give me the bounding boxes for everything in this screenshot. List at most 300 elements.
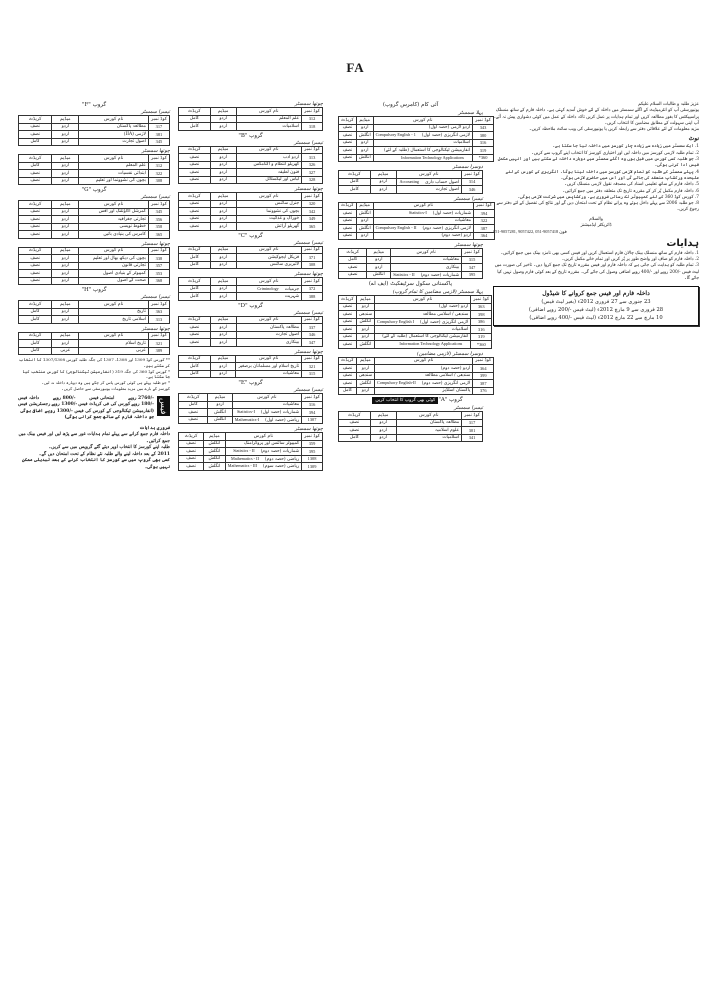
course-code: 346: [302, 331, 323, 339]
schedule-line: 10 مارچ سے 22 مارچ 2012ء (لیٹ فیس -/400 روپے اضافی): [529, 315, 663, 322]
table-header-row: [19, 201, 170, 209]
course-credits: نصف: [19, 231, 52, 239]
course-code: 321: [302, 363, 323, 371]
course-name-urdu: گھریلو انتظام و اکنامکس: [253, 162, 300, 168]
course-credits: کامل: [179, 370, 211, 378]
column-header-code: کوڈ نمبر: [302, 108, 323, 116]
table-header-row: [339, 357, 494, 365]
course-medium: اردو: [210, 115, 236, 123]
course-code: 365: [148, 231, 169, 239]
course-name-urdu: اردو (حصہ دوم): [440, 365, 471, 371]
course-credits: کامل: [179, 123, 211, 131]
course-name: [236, 115, 302, 123]
table-row: [179, 331, 323, 339]
course-table: [338, 248, 483, 279]
fee-value: -/800 روپے: [52, 395, 76, 401]
column-header-medium: میڈیم: [210, 246, 236, 254]
table-row: [339, 372, 494, 380]
course-table: [178, 107, 323, 131]
semester-label: چوتھا سمسٹر: [294, 271, 323, 277]
table-header-row: [339, 202, 495, 210]
course-name-english: Statistics - II: [233, 448, 255, 454]
course-name: [375, 387, 473, 395]
course-medium: اردو: [210, 261, 236, 269]
course-credits: نصف: [19, 277, 52, 285]
course-code: 371: [302, 254, 323, 262]
course-name-urdu: تجارتی قانون: [121, 263, 146, 269]
note-item: 4. پہلے سمسٹر کے طلبہ کو تمام لازمی کورسز میں داخلہ لینا ہوگا۔ انگریزی کے کورس کے لئے علیحدہ ورکشاپ منعقد کی جائے گی اور اس میں حاضری لازمی ہوگی۔: [505, 169, 699, 181]
course-name-urdu: معاشیات: [454, 218, 472, 224]
course-credits: نصف: [179, 324, 211, 332]
table-row: [179, 339, 323, 347]
table-row: [19, 170, 170, 178]
table-row: [339, 326, 492, 334]
course-name-english: Accounting: [399, 178, 420, 184]
column-header-subject: نام کورس: [232, 394, 301, 402]
course-code: 359: [302, 440, 323, 448]
course-table: [178, 146, 323, 185]
column-header-credits: کریڈٹ: [179, 278, 211, 286]
table-row: [179, 223, 323, 231]
column-header-medium: میڈیم: [367, 249, 391, 257]
course-table: [178, 277, 323, 301]
course-code: 342: [302, 208, 323, 216]
course-name: [373, 139, 472, 147]
course-medium: اردو: [210, 200, 236, 208]
course-name: [79, 177, 148, 185]
column-header-subject: نام کورس: [79, 301, 148, 309]
course-name-urdu: لازمی انگریزی (حصہ اول): [421, 133, 471, 139]
column-header-code: کوڈ نمبر: [474, 202, 495, 210]
course-code: 319: [471, 333, 492, 341]
signature-salutation: والسلام: [589, 216, 603, 222]
column-header-medium: میڈیم: [204, 433, 226, 441]
group-label: گروپ "F": [81, 102, 107, 108]
course-name-urdu: اصول تجارت: [275, 332, 300, 338]
course-medium: اردو: [210, 161, 236, 169]
admission-schedule-box: [493, 286, 699, 326]
course-credits: نصف: [339, 232, 357, 240]
semester-label: چوتھا سمسٹر: [294, 186, 323, 192]
course-code: 312: [148, 162, 169, 170]
course-name: [396, 427, 462, 435]
course-name-urdu: صحت کے اصول: [117, 278, 146, 284]
course-name: [373, 154, 472, 162]
semester-label: تیسرا سمسٹر: [294, 239, 323, 246]
course-name: [225, 440, 301, 448]
course-medium: اردو: [52, 177, 79, 185]
semester-label: تیسرا سمسٹر: [141, 109, 170, 115]
course-code: 395: [462, 271, 483, 279]
course-code: 387: [474, 225, 495, 233]
course-name: [79, 340, 148, 348]
column-header-medium: میڈیم: [210, 108, 236, 116]
course-code: 358: [148, 223, 169, 231]
course-credits: نصف: [339, 264, 367, 272]
course-name-urdu: لازمی انگریزی (حصہ دوم): [421, 381, 471, 387]
course-name: [375, 365, 473, 373]
course-name: [79, 255, 148, 263]
semester-label: پہلا سمسٹر: [458, 110, 483, 116]
course-name-urdu: خوراک و غذائیت: [269, 216, 300, 222]
course-name: [373, 210, 473, 218]
course-name: [375, 333, 471, 341]
semester-label: چوتھا سمسٹر: [294, 426, 323, 432]
column-header-code: کوڈ نمبر: [302, 146, 323, 154]
instruction-item: داخلہ فارم جمع کرانے سے پہلے تمام ہدایات غور سے پڑھ لیں اور فیس بینک میں جمع کرائیں۔: [18, 432, 170, 444]
course-medium: اردو: [210, 123, 236, 131]
course-medium: اردو: [52, 170, 79, 178]
course-credits: نصف: [339, 210, 357, 218]
column-header-medium: میڈیم: [210, 193, 236, 201]
course-code: 386: [471, 318, 492, 326]
course-table: [18, 200, 170, 239]
course-medium: اردو: [210, 339, 236, 347]
course-code: 315: [462, 256, 483, 264]
course-credits: کامل: [179, 285, 211, 293]
course-medium: اردو: [356, 333, 374, 341]
course-name-urdu: اردو لازمی (حصہ اول): [428, 125, 471, 131]
course-table: [338, 357, 494, 396]
course-code: 398: [471, 311, 492, 319]
group-label: گروپ "B": [238, 132, 263, 139]
course-name: [375, 341, 471, 349]
course-name: [396, 178, 462, 186]
column-header-medium: میڈیم: [210, 278, 236, 286]
note-item: 8. جو طلبہ 2006 سے پہلے داخل ہوئے وہ پرانے نظام کے تحت امتحان دیں گے اور نتائج کی تفصیل کے لئے دفتر سے رجوع کریں۔: [496, 201, 699, 213]
column-header-subject: نام کورس: [79, 201, 148, 209]
course-code: 347: [462, 264, 483, 272]
course-name: [375, 303, 471, 311]
course-credits: نصف: [339, 419, 371, 427]
course-credits: کامل: [19, 347, 52, 355]
semester-label: تیسرا سمسٹر: [294, 139, 323, 146]
course-credits: نصف: [179, 223, 211, 231]
column-header-subject: نام کورس: [79, 116, 148, 124]
course-name-urdu: شماریات (حصہ اول): [432, 211, 472, 217]
table-row: [339, 210, 495, 218]
table-header-row: [179, 433, 323, 441]
course-name-english: Compulsory English - II: [375, 225, 417, 231]
course-code: 328: [302, 176, 323, 184]
course-code: 376: [473, 387, 494, 395]
semester-label: تیسرا سمسٹر: [141, 294, 170, 300]
course-name-urdu: معاشیات: [282, 402, 300, 408]
course-medium: اردو: [210, 223, 236, 231]
course-name-urdu: بینکاری: [445, 264, 460, 270]
course-name: [236, 331, 302, 339]
footnote: * کورس کوڈ 360 کی جگہ 319 (انفارمیشن ٹیکنالوجی) کا کورس منتخب کیا جا سکتا ہے۔: [22, 368, 170, 380]
course-name: [236, 169, 302, 177]
course-credits: نصف: [339, 303, 357, 311]
course-name-urdu: انفارمیشن ٹیکنالوجی کا استعمال (طلبہ کے لئے): [384, 147, 471, 153]
course-credits: نصف: [179, 215, 211, 223]
instruction-item: 2011 کے بعد داخلہ لینے والے طلبہ نئے نظام کے تحت امتحان دیں گے۔: [38, 451, 170, 457]
course-name: [236, 285, 302, 293]
column-header-code: کوڈ نمبر: [148, 332, 169, 340]
course-credits: نصف: [179, 463, 204, 471]
course-code: 353: [148, 270, 169, 278]
course-medium: اردو: [52, 262, 79, 270]
table-row: [339, 387, 494, 395]
course-code: 317: [462, 419, 483, 427]
course-credits: نصف: [339, 365, 357, 373]
course-credits: کامل: [19, 316, 52, 324]
table-row: [179, 324, 323, 332]
group-label: گروپ "G": [81, 187, 107, 193]
table-row: [179, 261, 323, 269]
table-header-row: [179, 394, 323, 402]
course-table: [18, 115, 170, 146]
table-header-row: [19, 301, 170, 309]
course-table: [178, 192, 323, 231]
table-row: [339, 333, 492, 341]
course-name: [225, 448, 301, 456]
column-header-subject: نام کورس: [375, 296, 471, 304]
course-name-english: Statistics-I: [236, 409, 255, 415]
column-header-subject: نام کورس: [391, 249, 462, 257]
table-row: [339, 132, 494, 140]
course-medium: اردو: [356, 217, 373, 225]
column-header-subject: نام کورس: [236, 278, 302, 286]
course-name: [375, 380, 473, 388]
course-medium: اردو: [367, 256, 391, 264]
course-name: [79, 347, 148, 355]
course-name-urdu: تاریخ اسلام اور مسلمانان برصغیر: [238, 363, 300, 369]
semester-label: چوتھا سمسٹر: [141, 148, 170, 154]
table-row: [179, 200, 323, 208]
course-name: [79, 131, 148, 139]
table-row: [339, 311, 492, 319]
course-name-urdu: انفارمیشن ٹیکنالوجی کا استعمال (طلبہ کے لئے): [382, 334, 469, 340]
table-row: [19, 340, 170, 348]
footnote: کورسز کے بارے میں مزید معلومات یونیورسٹی سے حاصل کریں۔: [61, 385, 170, 391]
course-table: [338, 170, 483, 194]
course-credits: نصف: [19, 223, 52, 231]
column-header-credits: کریڈٹ: [339, 296, 357, 304]
course-credits: کامل: [339, 387, 357, 395]
course-medium: انگلش: [356, 154, 373, 162]
column-header-code: کوڈ نمبر: [302, 278, 323, 286]
course-medium: انگلش: [356, 318, 374, 326]
intro-paragraph-1: یونیورسٹی آپ کو انٹرمیڈیٹ کے اگلے سمسٹر میں داخلہ کے لئے خوش آمدید کہتی ہے۔ داخلہ فارم کے ساتھ منسلک پراسپیکٹس کا بغور مطالعہ کریں اور تمام ہدایات پر عمل کریں تاکہ داخلہ کے عمل میں کوئی دشواری پیش نہ آئے۔ آپ اپنی سہولت کے مطابق مضامین کا انتخاب کریں۔: [493, 108, 699, 126]
table-row: [179, 115, 323, 123]
course-credits: نصف: [179, 331, 211, 339]
course-medium: عربی: [52, 347, 79, 355]
column-header-medium: میڈیم: [356, 117, 373, 125]
course-credits: نصف: [179, 169, 211, 177]
course-name-urdu: ابتدائی نفسیات: [118, 170, 146, 176]
table-row: [339, 225, 495, 233]
course-name-urdu: سندھی / اسلامی مطالعہ: [424, 373, 471, 379]
course-name-urdu: لازمی (IIA): [123, 131, 146, 137]
course-credits: کامل: [19, 308, 52, 316]
course-medium: اردو: [52, 255, 79, 263]
course-name: [236, 161, 302, 169]
course-name-urdu: اردو (حصہ دوم): [441, 233, 472, 239]
fee-label: داخلہ فیس: [18, 395, 39, 401]
column-header-medium: میڈیم: [52, 247, 79, 255]
table-row: [19, 123, 170, 131]
course-name: [225, 463, 301, 471]
table-row: [19, 177, 170, 185]
course-medium: اردو: [52, 231, 79, 239]
fee-label2: امتحانی فیس: [89, 395, 115, 401]
course-medium: انگلش: [356, 380, 374, 388]
course-name: [373, 232, 473, 240]
course-credits: نصف: [179, 440, 204, 448]
course-medium: اردو: [367, 264, 391, 272]
column-header-subject: نام کورس: [236, 146, 302, 154]
course-credits: نصف: [179, 176, 211, 184]
course-credits: نصف: [19, 262, 52, 270]
column-header-medium: میڈیم: [52, 116, 79, 124]
course-medium: انگلش: [208, 416, 232, 424]
column-header-credits: کریڈٹ: [179, 108, 211, 116]
table-row: [179, 370, 323, 378]
course-credits: کامل: [339, 186, 371, 194]
course-credits: نصف: [179, 416, 208, 424]
course-name: [236, 254, 302, 262]
table-row: [339, 271, 483, 279]
column-header-code: کوڈ نمبر: [471, 296, 492, 304]
column-header-credits: کریڈٹ: [179, 316, 211, 324]
course-name-urdu: کمرشل اکاؤنٹنگ اور آفس: [98, 209, 146, 215]
table-header-row: [19, 155, 170, 163]
course-medium: اردو: [356, 387, 374, 395]
column-header-subject: نام کورس: [236, 355, 302, 363]
course-name: [79, 231, 148, 239]
fee-value2: -/180 روپے: [131, 402, 154, 408]
column-header-code: کوڈ نمبر: [302, 355, 323, 363]
schedule-line: 23 جنوری سے 27 فروری 2012ء (بغیر لیٹ فیس): [541, 299, 651, 306]
course-name-english: Compulsory English I: [377, 318, 415, 324]
table-row: [19, 255, 170, 263]
course-medium: اردو: [370, 178, 396, 186]
course-table: [18, 247, 170, 286]
column-header-medium: میڈیم: [370, 171, 396, 179]
course-medium: اردو: [52, 340, 79, 348]
note-item: 2. تمام طلبہ لازمی کورسز میں داخلہ لیں اور اختیاری کورسز کا انتخاب اپنے گروپ سے کریں۔: [531, 150, 699, 156]
course-credits: نصف: [339, 139, 357, 147]
course-name-urdu: کمپیوٹر سائنس اور پروگرامنگ: [243, 441, 300, 447]
course-code: 346: [462, 186, 483, 194]
column-header-code: کوڈ نمبر: [148, 247, 169, 255]
course-code: 372: [302, 285, 323, 293]
course-medium: انگلش: [204, 463, 226, 471]
course-name-english: Mathematics-I: [234, 416, 260, 422]
course-medium: اردو: [52, 277, 79, 285]
semester-label: دوسرا سمسٹر (لازمی مضامین): [416, 350, 483, 357]
course-name: [79, 316, 148, 324]
course-code: 356: [148, 216, 169, 224]
course-medium: اردو: [52, 208, 79, 216]
table-row: [179, 293, 323, 301]
course-name: [232, 416, 301, 424]
course-name-urdu: تاریخ: [137, 309, 146, 315]
table-row: [179, 254, 323, 262]
course-table: [18, 332, 170, 356]
course-code: 314: [462, 178, 483, 186]
table-header-row: [179, 146, 323, 154]
course-medium: اردو: [356, 139, 373, 147]
phone-numbers: 051-9057281, 9057422, 051-9057418 فون: [493, 229, 567, 235]
semester-label: چوتھا سمسٹر: [141, 240, 170, 247]
course-table: [178, 316, 323, 347]
course-name-urdu: شماریات (حصہ دوم): [420, 272, 460, 278]
schedule-line: 28 فروری سے 9 مارچ 2012ء (لیٹ فیس -/200 روپے اضافی): [528, 307, 664, 314]
course-code: 365: [302, 223, 323, 231]
course-code: 345: [148, 208, 169, 216]
table-header-row: [339, 171, 483, 179]
course-code: 326: [302, 161, 323, 169]
course-name-urdu: اردو (حصہ اول): [439, 304, 469, 310]
group-label: گروپ "C": [238, 232, 263, 239]
course-code: 345: [148, 138, 169, 146]
column-header-credits: کریڈٹ: [179, 246, 211, 254]
course-code: 321: [148, 340, 169, 348]
course-code: 380: [473, 132, 494, 140]
course-medium: سندھی: [356, 372, 374, 380]
course-name-urdu: سندھی / اسلامی مطالعہ: [422, 311, 469, 317]
fees-tag: فیس: [159, 397, 168, 415]
footnote: ** کورس کوڈ 1309 اور 1308، 1307 کی جگہ طلبہ کورس 1307/1308 کا انتخاب کر سکتے ہیں۔: [18, 357, 170, 368]
course-name-urdu: علم المعلم: [125, 163, 146, 169]
table-row: [339, 154, 494, 162]
course-code: 320: [302, 200, 323, 208]
course-credits: کامل: [339, 256, 367, 264]
course-code: 394: [474, 210, 495, 218]
course-credits: نصف: [19, 270, 52, 278]
course-code: 360*: [471, 341, 492, 349]
table-row: [19, 277, 170, 285]
course-medium: انگلش: [356, 341, 374, 349]
course-credits: نصف: [19, 131, 52, 139]
page-title: FA: [346, 60, 365, 75]
course-medium: اردو: [208, 401, 232, 409]
course-name-english: Information Technology Applications: [401, 154, 465, 160]
instruction-item: کسی بھی گروپ میں سے کورسز کا انتخاب کرنے کے بعد تبدیلی ممکن نہیں ہوگی۔: [22, 458, 170, 470]
table-row: [19, 270, 170, 278]
fee-box: [18, 396, 170, 422]
fee-value2: -/2760 روپے: [128, 395, 154, 401]
course-credits: نصف: [179, 161, 211, 169]
table-row: [19, 138, 170, 146]
semester-label: تیسرا سمسٹر: [454, 405, 483, 411]
choose-group-badge: کوئی بھی گروپ کا انتخاب کریں: [372, 397, 438, 404]
course-name-urdu: علم المعلم: [279, 116, 300, 122]
course-name: [236, 363, 302, 371]
course-name: [79, 170, 148, 178]
semester-label: تیسرا سمسٹر: [141, 194, 170, 200]
semester-label: تیسرا سمسٹر: [294, 387, 323, 393]
course-name-english: Mathematics - II: [230, 455, 259, 461]
course-name-urdu: معاشیات: [442, 257, 460, 263]
column-header-subject: نام کورس: [373, 117, 472, 125]
course-code: 349: [302, 215, 323, 223]
course-table: [178, 246, 323, 270]
instruction-item: طلبہ اپنے کورسز کا انتخاب اوپر دیئے گئے گروپس میں سے کریں۔: [48, 445, 170, 451]
table-row: [179, 215, 323, 223]
table-row: [19, 223, 170, 231]
course-name-urdu: ریاضی (حصہ دوم): [264, 456, 300, 462]
course-medium: اردو: [210, 215, 236, 223]
course-credits: کامل: [179, 401, 208, 409]
table-row: [179, 123, 323, 131]
course-code: 1307: [302, 416, 323, 424]
course-code: 343: [473, 124, 494, 132]
course-name-urdu: بینکاری: [285, 339, 300, 345]
